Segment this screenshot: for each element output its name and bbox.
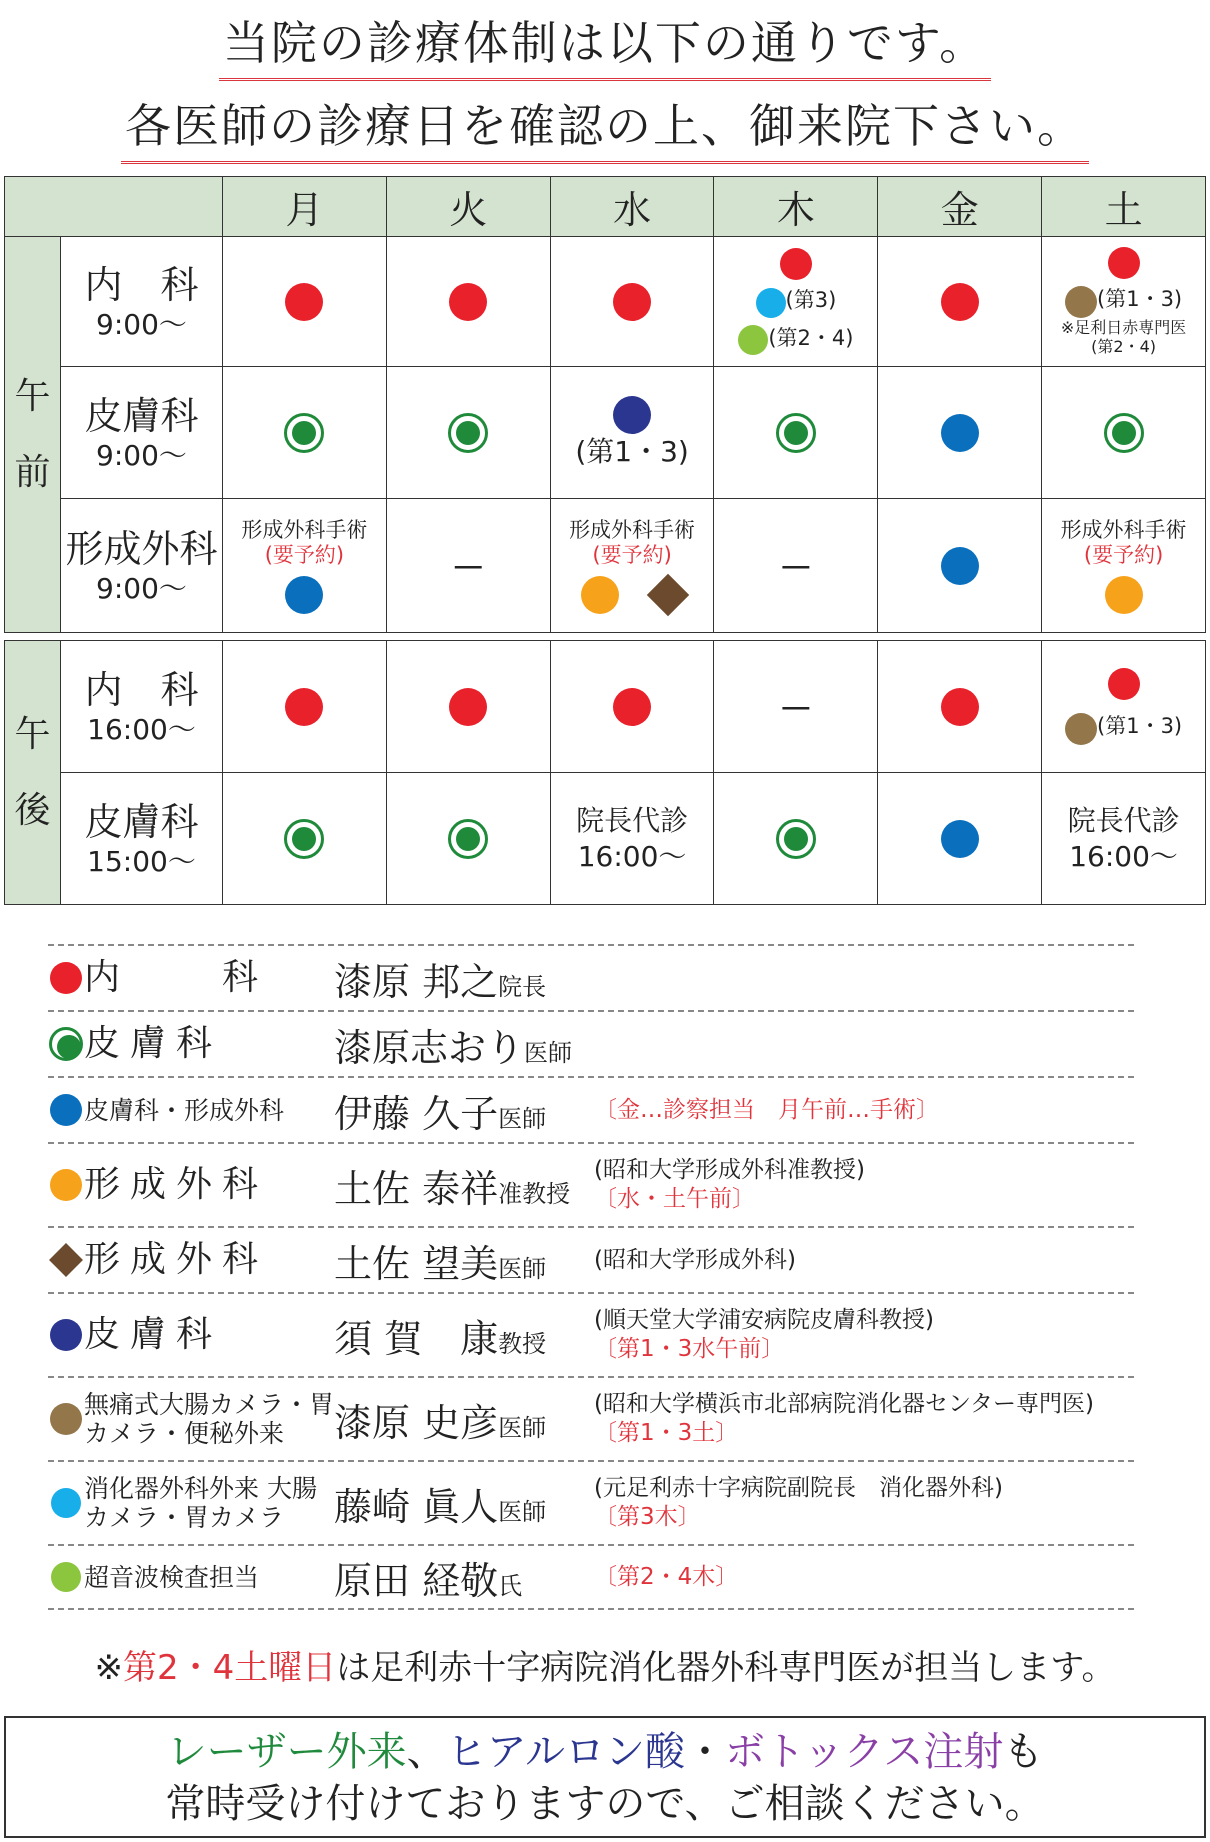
morning-schedule-table <box>4 176 1206 633</box>
saturday-note: ※第2・4土曜日は足利赤十字病院消化器外科専門医が担当します。 <box>94 1648 1116 1688</box>
naika-red-dot-icon <box>780 248 812 280</box>
hifu-green-ring-icon <box>284 819 324 859</box>
pm-hifu-label: 皮膚科 15:00〜 <box>61 773 223 905</box>
naika-red-dot-icon <box>285 283 323 321</box>
header-thu: 木 <box>714 177 878 237</box>
am-naika-sat: (第1・3) ※足利日赤専門医 (第2・4) <box>1042 237 1206 367</box>
red-dot-icon <box>50 962 82 994</box>
keisei-orange-dot-icon <box>581 576 619 614</box>
naika-red-dot-icon <box>449 283 487 321</box>
green-ring-icon <box>49 1027 83 1061</box>
legend-doctor: 土佐 泰祥 <box>334 1166 499 1211</box>
pm-hifu-row <box>5 773 1206 905</box>
brown-dot-icon <box>50 1403 82 1435</box>
naika-red-dot-icon <box>613 688 651 726</box>
am-naika-thu: (第3) (第2・4) <box>714 237 878 367</box>
brown-diamond-icon <box>49 1243 83 1277</box>
am-keisei-sat: 形成外科手術 (要予約) <box>1042 499 1206 633</box>
sky-dot-icon <box>51 1488 81 1518</box>
legend-doctor: 原田 経敬 <box>334 1558 499 1603</box>
hifu-blue-dot-icon <box>941 414 979 452</box>
legend-row: 無痛式大腸カメラ・胃カメラ・便秘外来 漆原 史彦医師 (昭和大学横浜市北部病院消化器センター専門医) 〔第1・3土〕 <box>48 1376 1134 1460</box>
legend-doctor: 漆原志おり <box>334 1025 525 1070</box>
legend-row: 内 科 漆原 邦之院長 <box>48 944 1134 1010</box>
page-title-line2: 各医師の診療日を確認の上、御来院下さい。 <box>121 97 1089 164</box>
header-tue: 火 <box>386 177 550 237</box>
header-mon: 月 <box>223 177 387 237</box>
endoscopy-brown-dot-icon <box>1065 286 1097 318</box>
legend-doctor: 伊藤 久子 <box>334 1091 499 1136</box>
orange-dot-icon <box>50 1169 82 1201</box>
day-header-row <box>5 177 1206 237</box>
hifu-green-ring-icon <box>1104 413 1144 453</box>
am-naika-label: 内 科 9:00〜 <box>61 237 223 367</box>
legend-row: 超音波検査担当 原田 経敬氏 〔第2・4木〕 <box>48 1544 1134 1610</box>
legend-doctor: 須 賀 康 <box>334 1316 499 1361</box>
navy-dot-icon <box>50 1319 82 1351</box>
pm-naika-sat: (第1・3) <box>1042 641 1206 773</box>
am-keisei-row: 形成外科 9:00〜 形成外科手術 (要予約) － 形成外科手術 (要予約) － 形成外科手術 (要予約) <box>5 499 1206 633</box>
naika-red-dot-icon <box>285 688 323 726</box>
hifu-green-ring-icon <box>448 819 488 859</box>
endoscopy-brown-dot-icon <box>1065 713 1097 745</box>
keisei-brown-diamond-icon <box>647 573 689 615</box>
legend-dept: 内 科 <box>84 957 269 998</box>
gastro-sky-dot-icon <box>756 288 786 318</box>
header-sat: 土 <box>1042 177 1206 237</box>
naika-red-dot-icon <box>449 688 487 726</box>
keisei-blue-dot-icon <box>285 576 323 614</box>
legend-dept: 皮膚科 <box>84 1314 223 1355</box>
header-wed: 水 <box>550 177 714 237</box>
pm-hifu-wed: 院長代診 16:00〜 <box>550 773 714 905</box>
am-naika-row <box>5 237 1206 367</box>
naika-red-dot-icon <box>1108 247 1140 279</box>
hifu-navy-dot-icon <box>613 396 651 434</box>
naika-red-dot-icon <box>941 283 979 321</box>
page-title-line1: 当院の診療体制は以下の通りです。 <box>219 14 991 81</box>
hifu-green-ring-icon <box>776 819 816 859</box>
legend-row: 形成外科 土佐 泰祥准教授 (昭和大学形成外科准教授) 〔水・土午前〕 <box>48 1142 1134 1226</box>
title-block <box>0 14 1210 180</box>
consultation-notice-box: レーザー外来、ヒアルロン酸・ボトックス注射も 常時受け付けておりますので、ご相談ください。 <box>4 1716 1206 1838</box>
hifu-green-ring-icon <box>284 413 324 453</box>
naika-red-dot-icon <box>941 688 979 726</box>
afternoon-schedule-table <box>4 640 1206 905</box>
hifu-blue-dot-icon <box>941 820 979 858</box>
pm-naika-row: 午 後 内 科 16:00〜 － (第1・3) <box>5 641 1206 773</box>
pm-hifu-sat: 院長代診 16:00〜 <box>1042 773 1206 905</box>
hifu-green-ring-icon <box>776 413 816 453</box>
legend-dept: 皮膚科・形成外科 <box>84 1095 285 1125</box>
am-hifu-wed: (第1・3) <box>550 367 714 499</box>
pm-naika-label: 内 科 16:00〜 <box>61 641 223 773</box>
header-corner <box>5 177 223 237</box>
legend-dept: 消化器外科外来 大腸カメラ・胃カメラ <box>84 1474 317 1532</box>
legend-dept: 形成外科 <box>84 1164 269 1205</box>
legend-doctor: 漆原 史彦 <box>334 1400 499 1445</box>
legend-doctor: 藤崎 眞人 <box>334 1484 499 1529</box>
legend-row: 皮膚科 漆原志おり医師 <box>48 1010 1134 1076</box>
doctor-legend <box>48 944 1134 1610</box>
naika-red-dot-icon <box>613 283 651 321</box>
legend-dept: 無痛式大腸カメラ・胃カメラ・便秘外来 <box>84 1390 335 1448</box>
legend-doctor: 土佐 望美 <box>334 1241 499 1286</box>
keisei-orange-dot-icon <box>1105 576 1143 614</box>
blue-dot-icon <box>50 1094 82 1126</box>
am-keisei-wed: 形成外科手術 (要予約) <box>550 499 714 633</box>
header-fri: 金 <box>878 177 1042 237</box>
lime-dot-icon <box>51 1562 81 1592</box>
naika-red-dot-icon <box>1108 668 1140 700</box>
legend-dept: 皮膚科 <box>84 1023 223 1064</box>
am-hifu-row <box>5 367 1206 499</box>
ultrasound-lime-dot-icon <box>738 325 768 355</box>
am-keisei-mon: 形成外科手術 (要予約) <box>223 499 387 633</box>
legend-dept: 超音波検査担当 <box>84 1562 260 1592</box>
legend-row: 皮膚科 須 賀 康教授 (順天堂大学浦安病院皮膚科教授) 〔第1・3水午前〕 <box>48 1292 1134 1376</box>
legend-row: 消化器外科外来 大腸カメラ・胃カメラ 藤崎 眞人医師 (元足利赤十字病院副院長 消化器外科) 〔第3木〕 <box>48 1460 1134 1544</box>
morning-label: 午 前 <box>5 237 61 633</box>
hifu-green-ring-icon <box>448 413 488 453</box>
legend-doctor: 漆原 邦之 <box>334 959 499 1004</box>
legend-row: 皮膚科・形成外科 伊藤 久子医師 〔金…診察担当 月午前…手術〕 <box>48 1076 1134 1142</box>
keisei-blue-dot-icon <box>941 547 979 585</box>
afternoon-label: 午 後 <box>5 641 61 905</box>
am-hifu-label: 皮膚科 9:00〜 <box>61 367 223 499</box>
legend-row: 形成外科 土佐 望美医師 (昭和大学形成外科) <box>48 1226 1134 1292</box>
am-keisei-label: 形成外科 9:00〜 <box>61 499 223 633</box>
legend-dept: 形成外科 <box>84 1239 269 1280</box>
